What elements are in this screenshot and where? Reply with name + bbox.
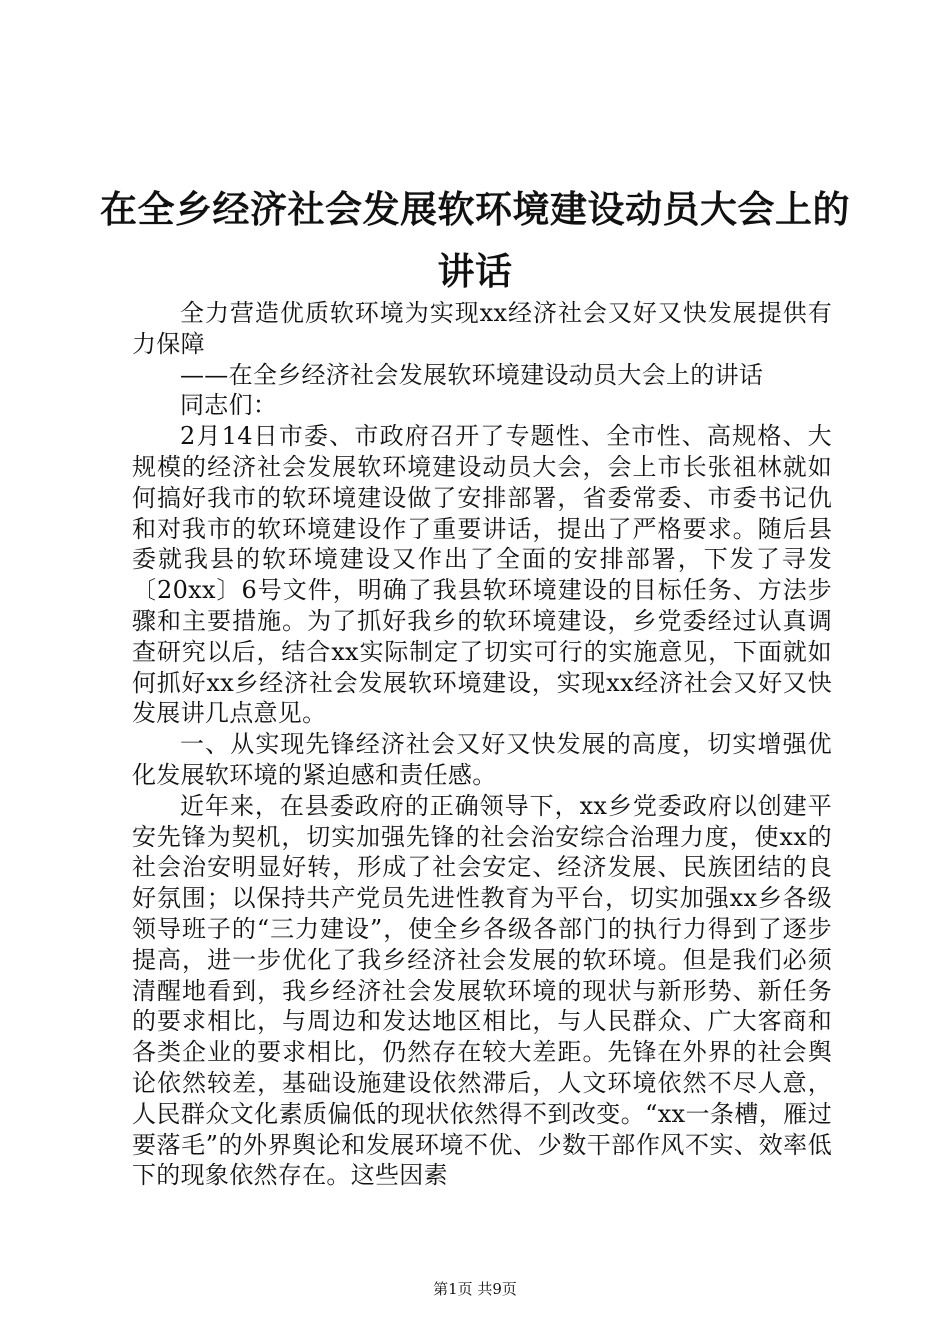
- subtitle-dash-line: ——在全乡经济社会发展软环境建设动员大会上的讲话: [180, 360, 764, 389]
- document-title: 在全乡经济社会发展软环境建设动员大会上的讲话: [100, 187, 850, 293]
- subtitle-paragraph: 全力营造优质软环境为实现xx经济社会又好又快发展提供有力保障: [132, 299, 832, 358]
- body-paragraph: 2月14日市委、市政府召开了专题性、全市性、高规格、大规模的经济社会发展软环境建设动员大会，会上市长张祖林就如何搞好我市的软环境建设做了安排部署，省委常委、市委书记仇和对我市的软环境建设作了重要讲话，提出了严格要求。随后县委就我县的软环境建设又作出了全面的安排部署，下发了寻发〔20xx〕6号文件，明确了我县软环境建设的目标任务、方法步骤和主要措施。为了抓好我乡的软环境建设，乡党委经过认真调查研究以后，结合xx实际制定了切实可行的实施意见，下面就如何抓好xx乡经济社会发展软环境建设，实现xx经济社会又好又快发展讲几点意见。: [132, 422, 832, 728]
- salutation: 同志们：: [180, 391, 278, 420]
- page-footer: 第1页 共9页: [433, 1280, 517, 1298]
- document-body: [132, 298, 832, 1191]
- section-heading: 一、从实现先锋经济社会又好又快发展的高度，切实增强优化发展软环境的紧迫感和责任感。: [132, 730, 832, 789]
- body-paragraph: 近年来，在县委政府的正确领导下，xx乡党委政府以创建平安先锋为契机，切实加强先锋的社会治安综合治理力度，使xx的社会治安明显好转，形成了社会安定、经济发展、民族团结的良好氛围；以保持共产党员先进性教育为平台，切实加强xx乡各级领导班子的“三力建设”，使全乡各级各部门的执行力得到了逐步提高，进一步优化了我乡经济社会发展的软环境。但是我们必须清醒地看到，我乡经济社会发展软环境的现状与新形势、新任务的要求相比，与周边和发达地区相比，与人民群众、广大客商和各类企业的要求相比，仍然存在较大差距。先锋在外界的社会舆论依然较差，基础设施建设依然滞后，人文环境依然不尽人意，人民群众文化素质偏低的现状依然得不到改变。“xx一条槽，雁过要落毛”的外界舆论和发展环境不优、少数干部作风不实、效率低下的现象依然存在。这些因素: [132, 791, 832, 1190]
